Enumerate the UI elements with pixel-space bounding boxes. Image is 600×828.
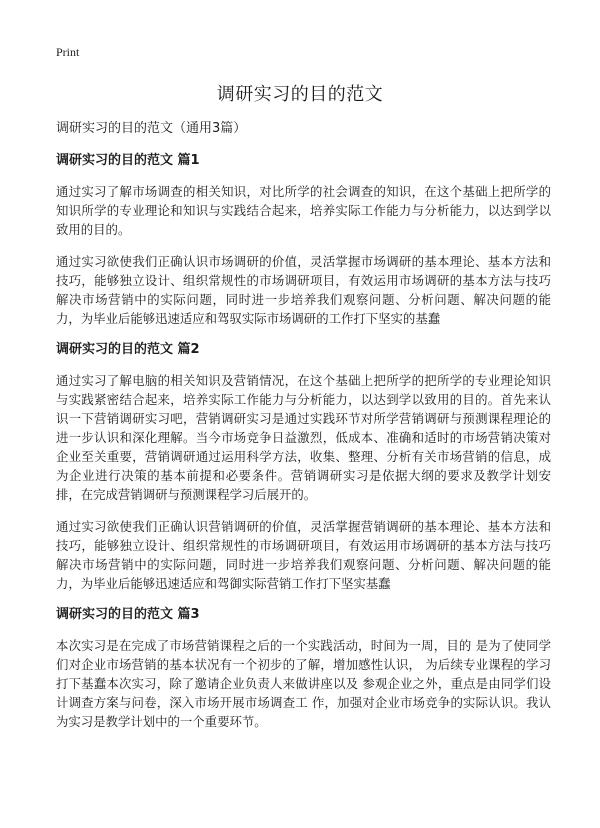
section-heading: 调研实习的目的范文 篇3: [56, 607, 200, 622]
document-body: [56, 120, 551, 744]
document-subtitle: 调研实习的目的范文（通用3篇）: [56, 121, 247, 136]
section-heading: 调研实习的目的范文 篇1: [56, 153, 200, 168]
paragraph: 通过实习了解电脑的相关知识及营销情况，在这个基础上把所学的把所学的专业理论知识与实践紧密结合起来，培养实际工作能力与分析能力，以达到学以致用的目的。首先来认识一下营销调研实习吧，营销调研实习是通过实践环节对所学营销调研与预测课程理论的进一步认识和深化理解。当今市场竞争日益激烈，低成本、准确和适时的市场营销决策对企业至关重要，营销调研通过运用科学方法，收集、整理、分析有关市场营销的信息，成为企业进行决策的基本前提和必要条件。营销调研实习是依据大纲的要求及教学计划安排，在完成营销调研与预测课程学习后展开的。: [56, 373, 551, 502]
section-1: [56, 152, 551, 328]
section-heading: 调研实习的目的范文 篇2: [56, 342, 200, 357]
page-title: 调研实习的目的范文: [216, 84, 384, 105]
paragraph: 本次实习是在完成了市场营销课程之后的一个实践活动，时间为一周，目的 是为了使同学们对企业市场营销的基本状况有一个初步的了解，增加感性认识， 为后续专业课程的学习打下基蠢本次实习，除了邀请企业负责人来做讲座以及 参观企业之外，重点是由同学们设计调查方案与问卷，深入市场开展市场调查工 作，加强对企业市场竞争的实际认识。我认为实习是教学计划中的一个重要环节。: [56, 638, 551, 729]
paragraph: 通过实习了解市场调查的相关知识，对比所学的社会调查的知识，在这个基础上把所学的知识所学的专业理论和知识与实践结合起来，培养实际工作能力与分析能力，以达到学以致用的目的。: [56, 184, 551, 237]
paragraph: 通过实习欲使我们正确认识营销调研的价值，灵活掌握营销调研的基本理论、基本方法和技巧，能够独立设计、组织常规性的市场调研项目，有效运用市场调研的基本方法与技巧解决市场营销中的实际问题，同时进一步培养我们观察问题、分析问题、解决问题的能力，为毕业后能够迅速适应和驾御实际营销工作打下坚实基蠢: [56, 519, 551, 591]
section-2: [56, 341, 551, 593]
print-link[interactable]: Print: [56, 45, 80, 59]
section-3: [56, 606, 551, 731]
paragraph: 通过实习欲使我们正确认识市场调研的价值，灵活掌握市场调研的基本理论、基本方法和技巧，能够独立设计、组织常规性的市场调研项目，有效运用市场调研的基本方法与技巧解决市场营销中的实际问题，同时进一步培养我们观察问题、分析问题、解决问题的能力，为毕业后能够迅速适应和驾驭实际市场调研的工作打下坚实的基蠢: [56, 254, 551, 326]
